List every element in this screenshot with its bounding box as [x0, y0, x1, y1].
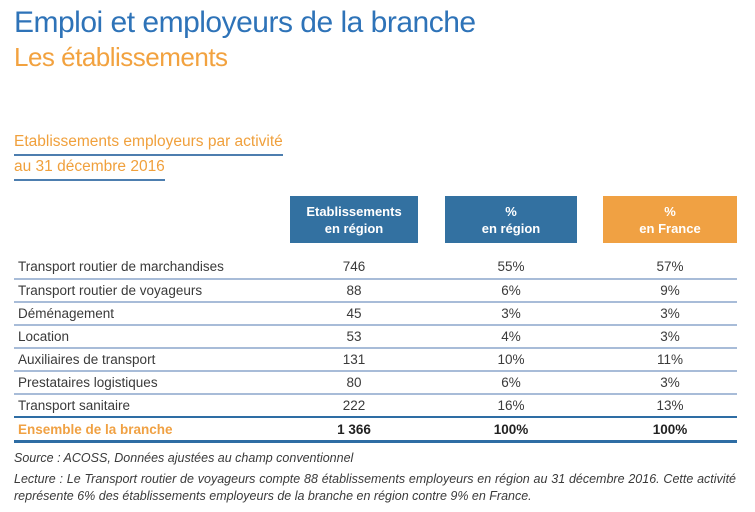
row-label: Transport sanitaire: [18, 398, 131, 413]
source-note: Source : ACOSS, Données ajustées au champ conventionnel: [14, 451, 354, 465]
column-header-pct-france: [603, 196, 737, 243]
column-header-line: en France: [639, 220, 701, 236]
table-row: [14, 280, 737, 303]
cell-pct-region: 55%: [497, 258, 525, 274]
cell-pct-france: 9%: [660, 283, 680, 298]
table-row: [14, 254, 737, 280]
column-header-etablissements-region: [290, 196, 418, 243]
table-caption-line2: au 31 décembre 2016: [14, 156, 165, 181]
row-label: Location: [18, 329, 70, 344]
cell-etablissements: 53: [346, 329, 362, 344]
cell-pct-france: 13%: [656, 398, 684, 413]
cell-etablissements: 80: [346, 375, 362, 390]
table-row: [14, 395, 737, 418]
cell-etablissements-total: 1 366: [337, 421, 371, 437]
cell-etablissements: 746: [342, 258, 366, 274]
column-header-line: Etablissements: [306, 203, 402, 219]
column-header-line: en région: [481, 220, 541, 236]
cell-pct-france: 3%: [660, 375, 680, 390]
cell-pct-region: 16%: [497, 398, 525, 413]
cell-etablissements: 131: [342, 352, 366, 367]
cell-etablissements: 222: [342, 398, 366, 413]
table-row: [14, 349, 737, 372]
page-subtitle: Les établissements: [14, 42, 228, 72]
row-label: Transport routier de marchandises: [18, 258, 224, 274]
row-label: Déménagement: [18, 306, 115, 321]
cell-pct-region: 4%: [501, 329, 521, 344]
total-row-label: Ensemble de la branche: [18, 421, 173, 437]
cell-pct-region: 10%: [497, 352, 525, 367]
column-header-line: %: [664, 203, 676, 219]
table-row: [14, 303, 737, 326]
table-row: [14, 372, 737, 395]
cell-pct-france: 11%: [656, 352, 684, 367]
cell-pct-region: 6%: [501, 375, 521, 390]
cell-pct-region: 6%: [501, 283, 521, 298]
page-title: Emploi et employeurs de la branche: [14, 6, 476, 39]
column-header-line: %: [505, 203, 517, 219]
row-label: Transport routier de voyageurs: [18, 283, 203, 298]
cell-etablissements: 88: [346, 283, 362, 298]
cell-pct-france: 57%: [656, 258, 684, 274]
table-caption-line1: Etablissements employeurs par activité: [14, 131, 283, 156]
cell-pct-region-total: 100%: [493, 421, 529, 437]
cell-pct-france: 3%: [660, 306, 680, 321]
column-header-line: en région: [324, 220, 384, 236]
table-row: [14, 326, 737, 349]
lecture-note: Lecture : Le Transport routier de voyageurs compte 88 établissements employeurs en région au 31 décembre 2016. Cette activité représente 6% des établissements employeurs de la branche en région contre 9% en France.: [14, 472, 736, 503]
cell-pct-region: 3%: [501, 306, 521, 321]
activity-table: [14, 254, 737, 443]
cell-pct-france-total: 100%: [652, 421, 688, 437]
cell-etablissements: 45: [346, 306, 362, 321]
row-label: Prestataires logistiques: [18, 375, 158, 390]
cell-pct-france: 3%: [660, 329, 680, 344]
column-header-pct-region: [445, 196, 577, 243]
table-total-row: [14, 418, 737, 443]
table-caption: [14, 131, 283, 181]
row-label: Auxiliaires de transport: [18, 352, 156, 367]
